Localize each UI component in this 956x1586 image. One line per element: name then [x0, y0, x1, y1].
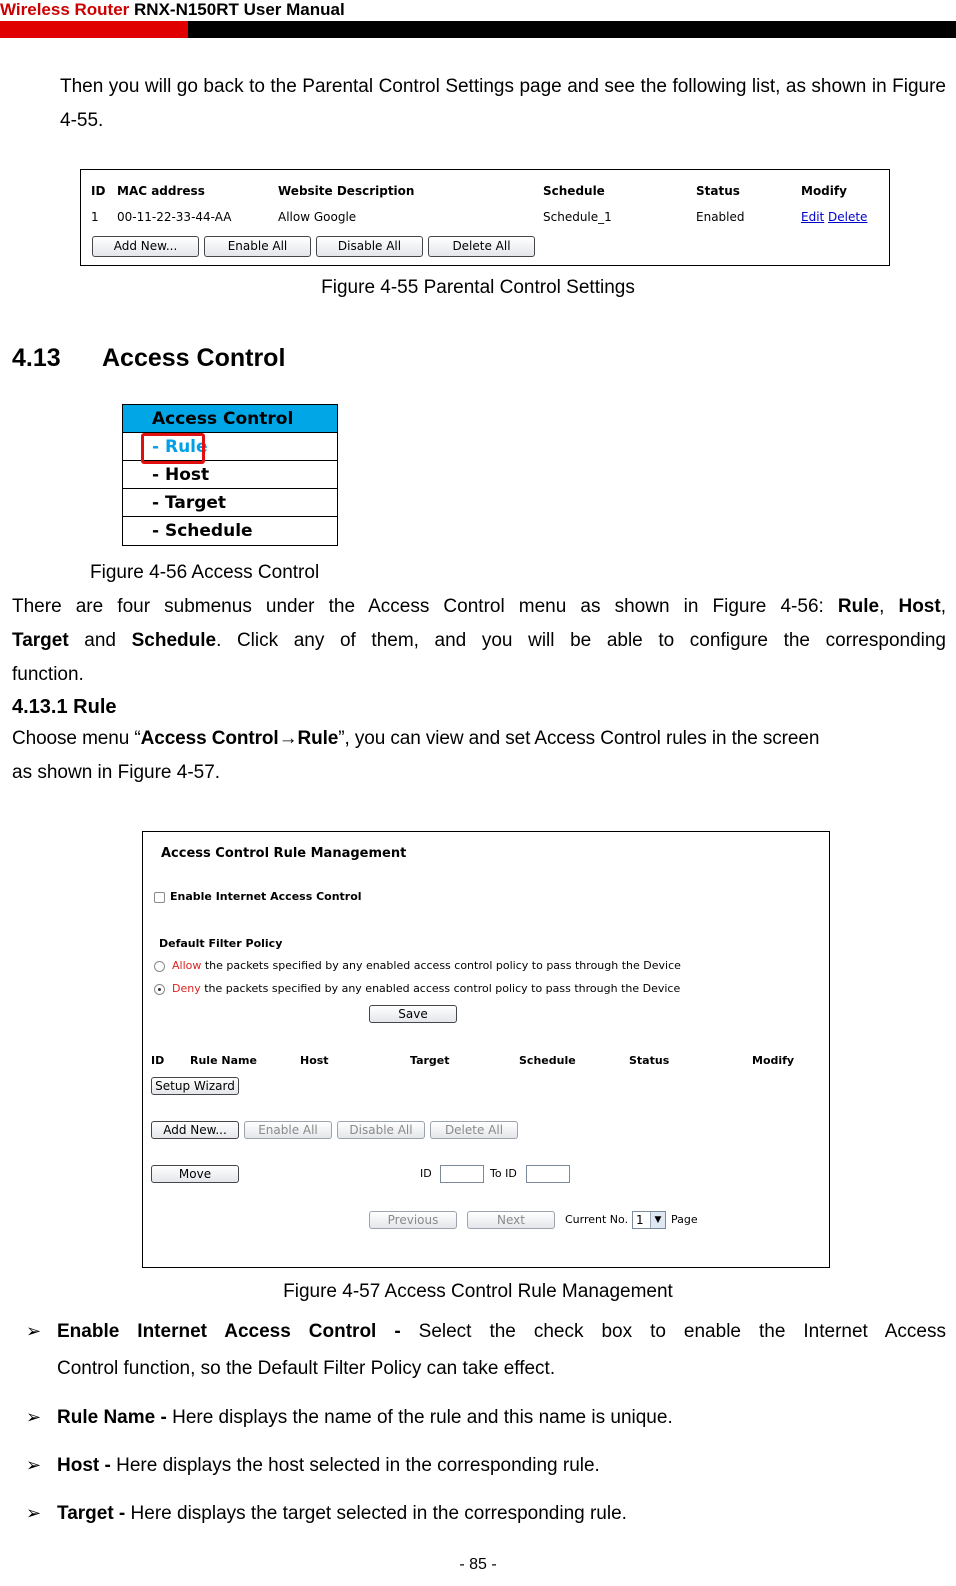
col-header-mac: MAC address: [117, 184, 205, 198]
bullet-enable-internet-access: [57, 1319, 946, 1345]
bullet-arrow-icon: ➢: [26, 1503, 42, 1523]
move-id-input[interactable]: [440, 1165, 484, 1183]
disable-all-button[interactable]: Disable All: [316, 236, 423, 257]
allow-word: Allow: [172, 959, 202, 972]
submenus-text-2: . Click any of them, and you will be able to configure the corresponding: [216, 630, 947, 651]
row-id: 1: [91, 210, 99, 224]
term-schedule: Schedule: [131, 630, 217, 651]
deny-text: the packets specified by any enabled access control policy to pass through the Device: [200, 982, 681, 995]
move-to-id-input[interactable]: [526, 1165, 570, 1183]
enable-internet-access-checkbox[interactable]: [154, 892, 165, 903]
delete-all-button-2[interactable]: Delete All: [430, 1121, 518, 1139]
parental-control-table: [80, 169, 890, 266]
col-header-id: ID: [91, 184, 106, 198]
comma: ,: [940, 596, 946, 617]
page-label: Page: [671, 1213, 698, 1226]
choose-text: Choose menu “: [12, 728, 141, 749]
setup-wizard-button[interactable]: Setup Wizard: [151, 1077, 239, 1095]
choose-menu-line2: as shown in Figure 4-57.: [12, 762, 221, 783]
section-4-13-1-title: 4.13.1 Rule: [12, 696, 117, 718]
header-bar-red: [0, 21, 188, 38]
deny-word: Deny: [172, 982, 201, 995]
current-page-value: 1: [636, 1213, 644, 1227]
header-bar-black: [188, 21, 956, 38]
next-button[interactable]: Next: [467, 1211, 555, 1229]
menu-header-access-control[interactable]: Access Control: [123, 405, 337, 433]
row-mac: 00-11-22-33-44-AA: [117, 210, 232, 224]
edit-link[interactable]: Edit: [801, 210, 825, 224]
header-brand: Wireless Router: [0, 0, 130, 19]
add-new-button-2[interactable]: Add New...: [151, 1121, 239, 1139]
bullet-term: Enable Internet Access Control -: [57, 1321, 419, 1342]
deny-radio[interactable]: [154, 984, 165, 995]
submenus-paragraph-line1: [12, 590, 946, 624]
bullet-arrow-icon: ➢: [26, 1407, 42, 1427]
add-new-button[interactable]: Add New...: [92, 236, 199, 257]
delete-all-button[interactable]: Delete All: [428, 236, 535, 257]
submenus-text: There are four submenus under the Access Control menu as shown in Figure 4-56:: [12, 596, 838, 617]
row-schedule: Schedule_1: [543, 210, 612, 224]
page-number: - 85 -: [459, 1556, 497, 1573]
term-target: Target: [12, 630, 69, 651]
choose-menu-line1: [12, 722, 952, 756]
bullet-text: Here displays the target selected in the corresponding rule.: [130, 1503, 627, 1524]
enable-internet-access-label: Enable Internet Access Control: [170, 890, 362, 903]
col-header-status: Status: [696, 184, 740, 198]
col-header-schedule: Schedule: [519, 1054, 576, 1067]
menu-item-target[interactable]: - Target: [123, 489, 337, 517]
deny-label: [172, 982, 680, 995]
menu-item-schedule[interactable]: - Schedule: [152, 521, 253, 541]
menu-item-rule-label: - Rule: [152, 437, 208, 457]
bullet-arrow-icon: ➢: [26, 1321, 42, 1341]
access-control-rule-panel: [142, 831, 830, 1268]
move-button[interactable]: Move: [151, 1165, 239, 1183]
col-header-host: Host: [300, 1054, 329, 1067]
figure-56-caption: Figure 4-56 Access Control: [90, 562, 320, 583]
col-header-schedule: Schedule: [543, 184, 605, 198]
bullet-text: Select the check box to enable the Internet Access: [418, 1321, 946, 1342]
allow-text: the packets specified by any enabled access control policy to pass through the Device: [201, 959, 681, 972]
disable-all-button-2[interactable]: Disable All: [337, 1121, 425, 1139]
col-header-modify: Modify: [752, 1054, 795, 1067]
col-header-rule-name: Rule Name: [190, 1054, 257, 1067]
id-label: ID: [420, 1167, 432, 1180]
save-button[interactable]: Save: [369, 1005, 457, 1023]
bullet-arrow-icon: ➢: [26, 1455, 42, 1475]
previous-button[interactable]: Previous: [369, 1211, 457, 1229]
comma: ,: [879, 596, 899, 617]
header-title: RNX-N150RT User Manual: [134, 0, 345, 19]
section-4-13-number: 4.13: [12, 344, 61, 372]
col-header-description: Website Description: [278, 184, 415, 198]
figure-57-caption: Figure 4-57 Access Control Rule Management: [283, 1281, 673, 1302]
section-4-13-title: Access Control: [102, 344, 286, 372]
term-host: Host: [898, 596, 941, 617]
col-header-status: Status: [629, 1054, 670, 1067]
bullet-target: [57, 1501, 627, 1527]
col-header-modify: Modify: [801, 184, 847, 198]
col-header-id: ID: [151, 1054, 165, 1067]
submenus-paragraph-line3: function.: [12, 664, 84, 685]
to-id-label: To ID: [490, 1167, 517, 1180]
default-filter-policy-title: Default Filter Policy: [159, 937, 283, 950]
bullet-host: [57, 1453, 600, 1479]
enable-all-button-2[interactable]: Enable All: [244, 1121, 332, 1139]
chevron-down-icon: ▼: [650, 1212, 665, 1228]
choose-text-2: ”, you can view and set Access Control rules in the screen: [338, 728, 820, 749]
bullet-term: Target -: [57, 1503, 131, 1524]
menu-item-host[interactable]: - Host: [123, 461, 337, 489]
panel-title: Access Control Rule Management: [161, 846, 407, 861]
highlight-box: [141, 433, 205, 464]
allow-label: [172, 959, 681, 972]
submenus-paragraph-line2: [12, 624, 946, 658]
allow-radio[interactable]: [154, 961, 165, 972]
menu-item-rule[interactable]: [123, 433, 337, 461]
intro-paragraph: Then you will go back to the Parental Control Settings page and see the following list, as shown in Figure 4-55.: [60, 76, 946, 131]
bullet-enable-internet-access-line2: Control function, so the Default Filter Policy can take effect.: [57, 1358, 556, 1379]
current-page-select[interactable]: [632, 1211, 666, 1229]
bullet-rule-name: [57, 1405, 673, 1431]
figure-55-caption: Figure 4-55 Parental Control Settings: [321, 277, 635, 298]
col-header-target: Target: [410, 1054, 450, 1067]
enable-all-button[interactable]: Enable All: [204, 236, 311, 257]
manual-header: [0, 0, 345, 20]
menu-path: Access Control→Rule: [140, 728, 339, 749]
current-no-label: Current No.: [565, 1213, 629, 1226]
term-rule: Rule: [837, 596, 880, 617]
row-status: Enabled: [696, 210, 745, 224]
bullet-text: Here displays the name of the rule and this name is unique.: [172, 1407, 673, 1428]
bullet-text: Here displays the host selected in the corresponding rule.: [116, 1455, 600, 1476]
and-text: and: [68, 630, 132, 651]
bullet-term: Host -: [57, 1455, 117, 1476]
access-control-menu: [122, 404, 338, 546]
row-description: Allow Google: [278, 210, 357, 224]
delete-link[interactable]: Delete: [828, 210, 868, 224]
bullet-term: Rule Name -: [57, 1407, 173, 1428]
